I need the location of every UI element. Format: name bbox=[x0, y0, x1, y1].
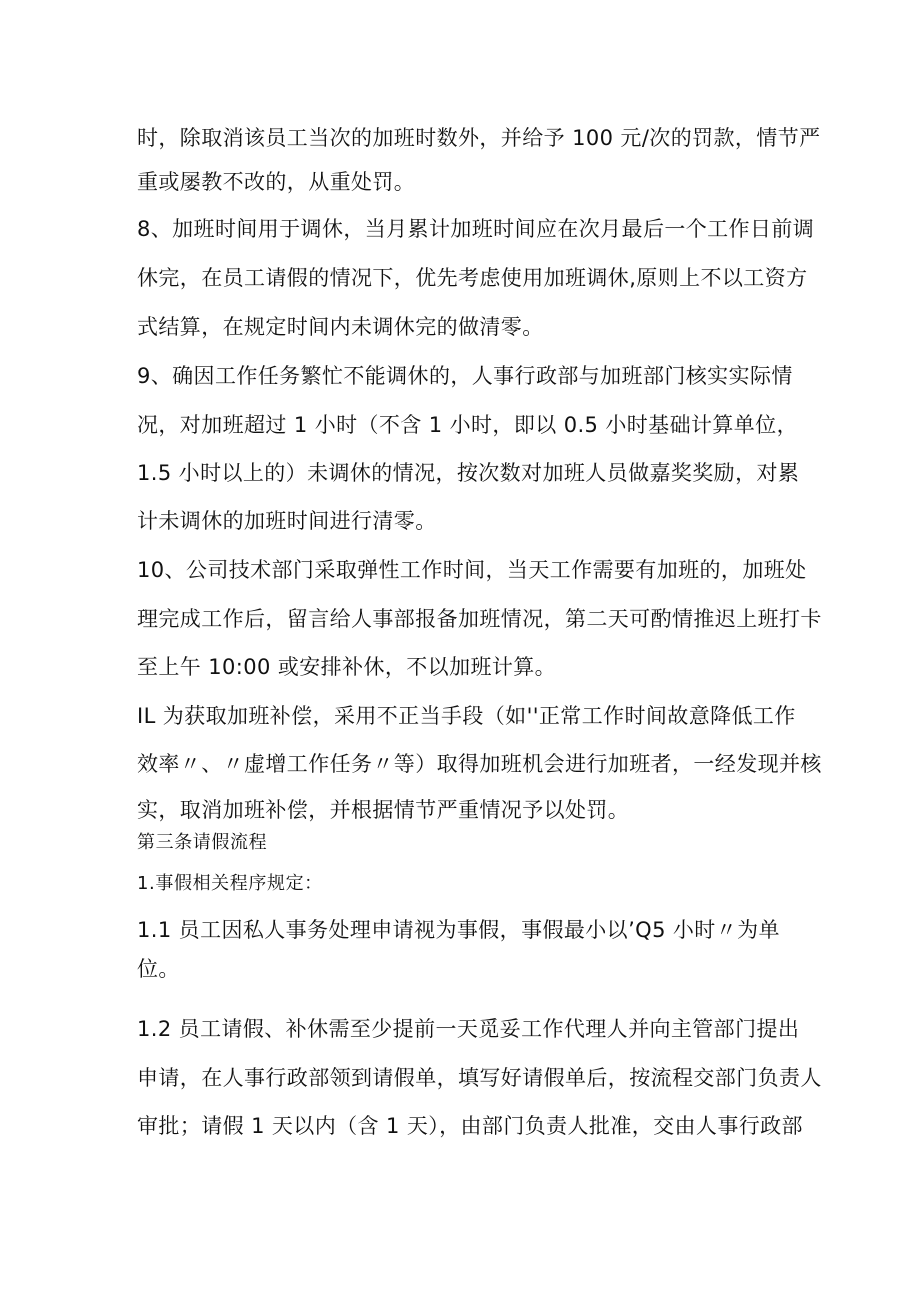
text-line: 至上午 10:00 或安排补休，不以加班计算。 bbox=[137, 655, 557, 679]
text-line: 效率〃、〃虚增工作任务〃等）取得加班机会进行加班者，一经发现并核 bbox=[137, 752, 822, 776]
text-line: 9、确因工作任务繁忙不能调休的，人事行政部与加班部门核实实际情 bbox=[137, 364, 793, 388]
text-line: 1.1 员工因私人事务处理申请视为事假，事假最小以’Q5 小时〃为单 bbox=[137, 918, 780, 942]
subsection-heading: 1.事假相关程序规定： bbox=[137, 873, 323, 894]
text-line: 申请，在人事行政部领到请假单，填写好请假单后，按流程交部门负责人 bbox=[137, 1066, 822, 1090]
text-line: 式结算，在规定时间内未调休完的做清零。 bbox=[137, 315, 544, 339]
text-line: 时，除取消该员工当次的加班时数外，并给予 100 元/次的罚款，情节严 bbox=[137, 126, 821, 150]
text-line: 重或屡教不改的，从重处罚。 bbox=[137, 170, 416, 194]
text-line: 1.2 员工请假、补休需至少提前一天觅妥工作代理人并向主管部门提出 bbox=[137, 1017, 800, 1041]
text-line: 况，对加班超过 1 小时（不含 1 小时，即以 0.5 小时基础计算单位， bbox=[137, 413, 798, 437]
text-line: 理完成工作后，留言给人事部报备加班情况，第二天可酌情推迟上班打卡 bbox=[137, 607, 822, 631]
text-line: 位。 bbox=[137, 957, 180, 981]
text-line: IL 为获取加班补偿，采用不正当手段（如''正常工作时间故意降低工作 bbox=[137, 704, 796, 728]
section-heading: 第三条请假流程 bbox=[137, 832, 268, 853]
text-line: 10、公司技术部门采取弹性工作时间，当天工作需要有加班的，加班处 bbox=[137, 558, 807, 582]
text-line: 1.5 小时以上的）未调休的情况，按次数对加班人员做嘉奖奖励，对累 bbox=[137, 461, 800, 485]
text-line: 计未调休的加班时间进行清零。 bbox=[137, 509, 437, 533]
text-line: 审批；请假 1 天以内（含 1 天），由部门负责人批准，交由人事行政部 bbox=[137, 1114, 803, 1138]
text-line: 休完，在员工请假的情况下，优先考虑使用加班调休,原则上不以工资方 bbox=[137, 266, 808, 290]
text-line: 8、加班时间用于调休，当月累计加班时间应在次月最后一个工作日前调 bbox=[137, 217, 815, 241]
text-line: 实，取消加班补偿，并根据情节严重情况予以处罚。 bbox=[137, 798, 630, 822]
